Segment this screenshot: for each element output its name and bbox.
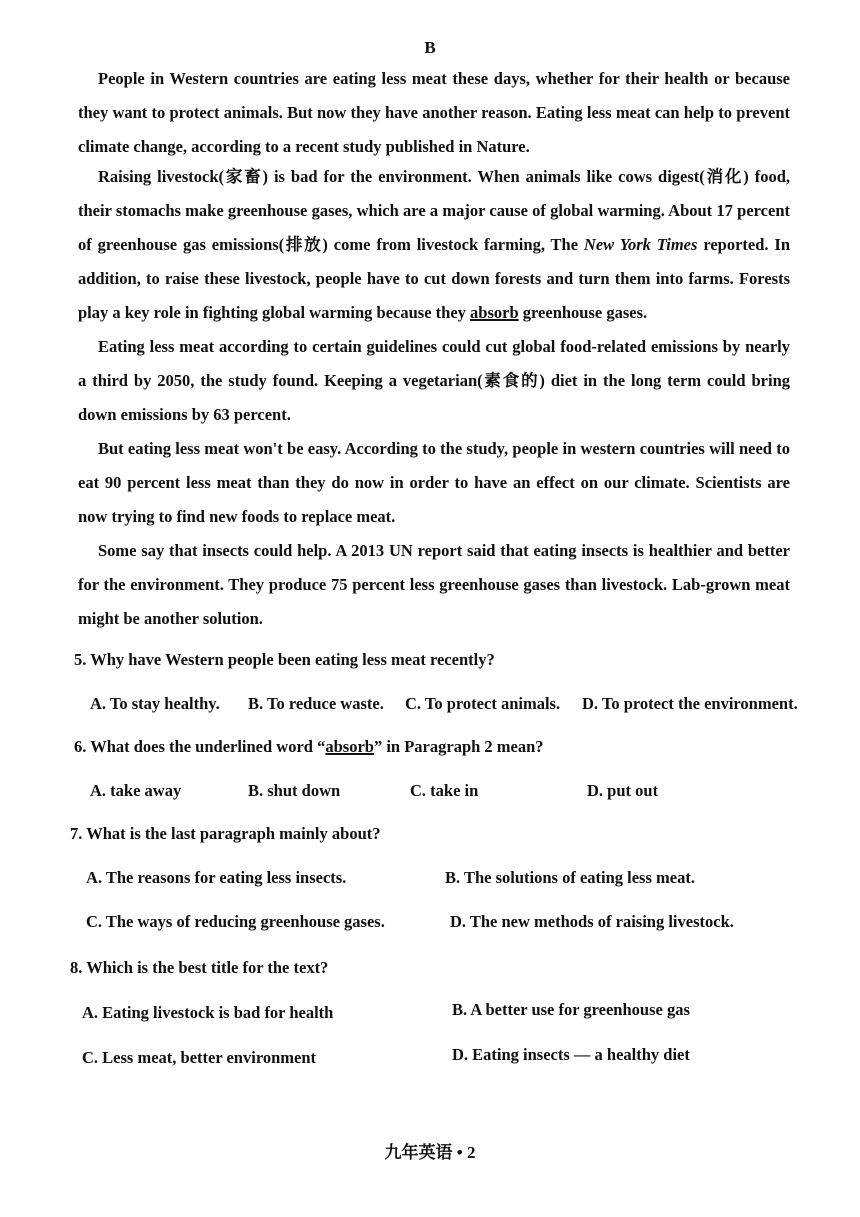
paragraph-2-text-c: greenhouse gases. xyxy=(518,303,648,322)
q5-option-c[interactable]: C. To protect animals. xyxy=(405,694,561,713)
passage-paragraph-3: Eating less meat according to certain guidelines could cut global food-related emissions by nearly a third by 2050, the study found. Keeping a vegetarian(素食的) diet in the long term could bring down emissions by 63 percent. xyxy=(78,337,790,424)
question-5: 5. Why have Western people been eating less meat recently? xyxy=(74,650,495,669)
paragraph-2-text-b: reported. In addition, to raise these livestock, people have to cut down forests and turn them into farms. Forests play a key role in fighting global warming because they xyxy=(78,235,791,322)
passage-paragraph-4: But eating less meat won't be easy. According to the study, people in western countries will need to eat 90 percent less meat than they do now in order to have an effect on our climate. Scientists are now trying to find new foods to replace meat. xyxy=(78,439,790,526)
q8-option-b[interactable]: B. A better use for greenhouse gas xyxy=(452,1000,690,1019)
passage-paragraph-1: People in Western countries are eating less meat these days, whether for their health or because they want to protect animals. But now they have another reason. Eating less meat can help to prevent climate change, according to a recent study published in Nature. xyxy=(78,69,790,156)
q6-text-a: 6. What does the underlined word “ xyxy=(74,737,326,756)
q5-option-d[interactable]: D. To protect the environment. xyxy=(582,694,798,713)
q6-option-b[interactable]: B. shut down xyxy=(248,781,341,800)
q6-text-b: ” in Paragraph 2 mean? xyxy=(373,737,544,756)
passage-paragraph-2 xyxy=(78,160,790,330)
passage-paragraph-5: Some say that insects could help. A 2013 UN report said that eating insects is healthier and better for the environment. They produce 75 percent less greenhouse gases than livestock. Lab-grown meat might be another solution. xyxy=(78,541,790,628)
q6-underlined-word: absorb xyxy=(325,737,374,756)
q7-option-b[interactable]: B. The solutions of eating less meat. xyxy=(445,868,695,887)
q8-option-d[interactable]: D. Eating insects — a healthy diet xyxy=(452,1045,690,1064)
q7-option-d[interactable]: D. The new methods of raising livestock. xyxy=(450,912,734,931)
newspaper-name: New York Times xyxy=(583,235,698,254)
question-6 xyxy=(74,737,544,757)
page-footer: 九年英语 • 2 xyxy=(384,1143,476,1162)
paragraph-2-text-a: Raising livestock(家畜) is bad for the environment. When animals like cows digest(消化) food, their stomachs make greenhouse gases, which are a major cause of global warming. About 17 percent of greenhouse gas emissions(排放) come from livestock farming, The xyxy=(78,167,790,254)
q5-option-a[interactable]: A. To stay healthy. xyxy=(90,694,220,713)
q7-option-c[interactable]: C. The ways of reducing greenhouse gases. xyxy=(86,912,385,931)
question-8: 8. Which is the best title for the text? xyxy=(70,958,329,977)
q6-option-c[interactable]: C. take in xyxy=(410,781,479,800)
q6-option-a[interactable]: A. take away xyxy=(90,781,182,800)
q8-option-c[interactable]: C. Less meat, better environment xyxy=(82,1048,317,1067)
q6-option-d[interactable]: D. put out xyxy=(587,781,659,800)
q5-option-b[interactable]: B. To reduce waste. xyxy=(248,694,384,713)
section-heading: B xyxy=(424,38,436,57)
underlined-word-absorb: absorb xyxy=(470,303,519,322)
question-7: 7. What is the last paragraph mainly about? xyxy=(70,824,381,843)
q8-option-a[interactable]: A. Eating livestock is bad for health xyxy=(82,1003,334,1022)
q7-option-a[interactable]: A. The reasons for eating less insects. xyxy=(86,868,347,887)
